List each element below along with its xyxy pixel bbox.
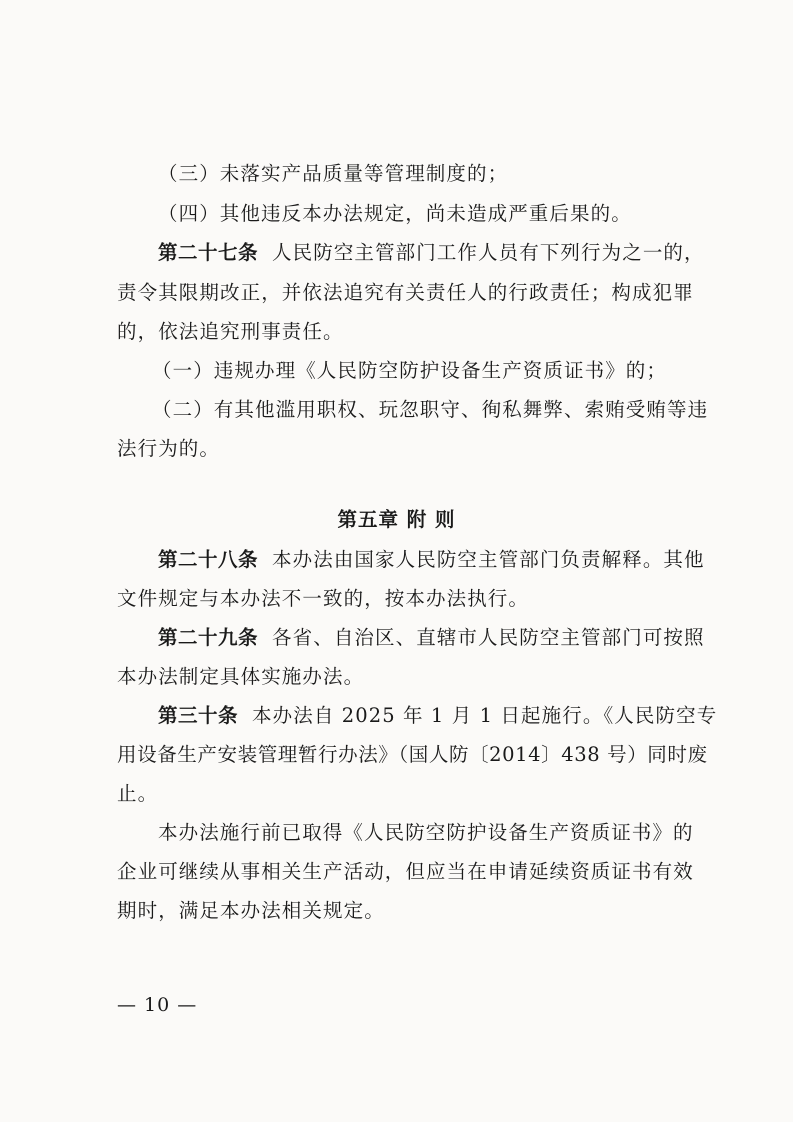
article-30-first-line bbox=[158, 704, 717, 728]
article-27-item-2-cont: 法行为的。 bbox=[117, 437, 221, 460]
article-28-line-2: 文件规定与本办法不一致的，按本办法执行。 bbox=[117, 587, 530, 610]
paragraph-item-3: （三）未落实产品质量等管理制度的； bbox=[158, 162, 509, 185]
article-30-line-2: 用设备生产安装管理暂行办法》（国人防〔2014〕438 号）同时废 bbox=[117, 743, 708, 766]
article-27-label: 第二十七条 bbox=[158, 241, 259, 264]
article-27-line-2: 责令其限期改正，并依法追究有关责任人的行政责任；构成犯罪 bbox=[117, 281, 694, 304]
article-30-label: 第三十条 bbox=[158, 704, 239, 727]
paragraph-item-4: （四）其他违反本办法规定，尚未造成严重后果的。 bbox=[158, 202, 632, 225]
article-27-line-3: 的，依法追究刑事责任。 bbox=[117, 320, 344, 343]
transition-paragraph-line-2: 企业可继续从事相关生产活动，但应当在申请延续资质证书有效 bbox=[117, 860, 694, 883]
article-27-text: 人民防空主管部门工作人员有下列行为之一的， bbox=[272, 241, 705, 264]
article-27-item-2: （二）有其他滥用职权、玩忽职守、徇私舞弊、索贿受贿等违 bbox=[152, 398, 709, 421]
article-29-text: 各省、自治区、直辖市人民防空主管部门可按照 bbox=[272, 626, 705, 649]
article-28-text: 本办法由国家人民防空主管部门负责解释。其他 bbox=[272, 548, 705, 571]
page-number: — 10 — bbox=[117, 994, 198, 1016]
chapter-heading: 第五章 附 则 bbox=[337, 508, 456, 531]
transition-paragraph-line-1: 本办法施行前已取得《人民防空防护设备生产资质证书》的 bbox=[158, 821, 694, 844]
article-29-first-line bbox=[158, 626, 705, 650]
article-29-label: 第二十九条 bbox=[158, 626, 259, 649]
transition-paragraph-line-3: 期时，满足本办法相关规定。 bbox=[117, 899, 385, 922]
article-27-item-1: （一）违规办理《人民防空防护设备生产资质证书》的； bbox=[152, 359, 668, 382]
article-28-label: 第二十八条 bbox=[158, 548, 259, 571]
article-30-text: 本办法自 2025 年 1 月 1 日起施行。《人民防空专 bbox=[252, 704, 718, 727]
article-28-first-line bbox=[158, 548, 705, 572]
article-30-line-3: 止。 bbox=[117, 782, 159, 805]
article-29-line-2: 本办法制定具体实施办法。 bbox=[117, 665, 365, 688]
article-27-first-line bbox=[158, 241, 705, 265]
